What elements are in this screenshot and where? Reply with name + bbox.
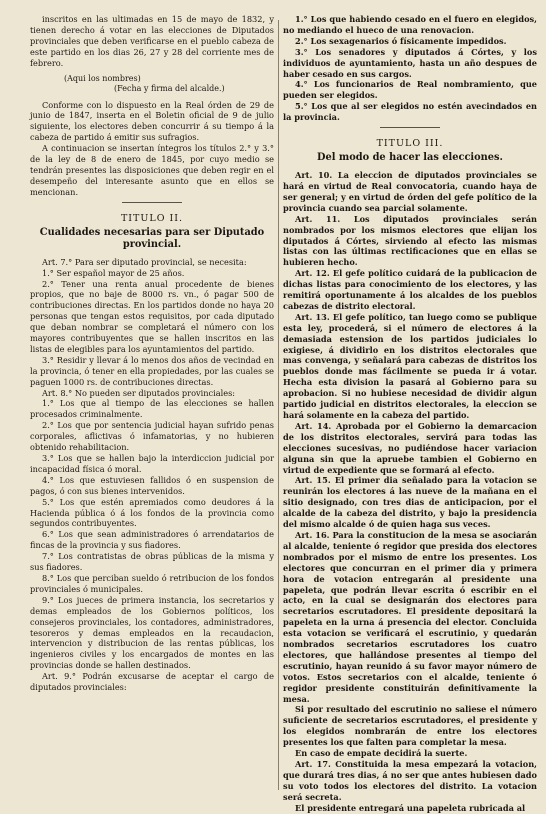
article-16-tie: En caso de empate decidirá la suerte. xyxy=(295,748,468,759)
article-8-item-7: 7.° Los contratistas de obras públicas de la misma y sus fiadores. xyxy=(30,551,274,573)
article-16-continued: Si por resultado del escrutinio no saliese el número suficiente de secretarios escrutadores, el presidente y los elegidos nombrarán de entre los electores presentes los que falten para completar la mesa. xyxy=(283,704,537,748)
article-10: Art. 10. La eleccion de diputados provinciales se hará en virtud de Real convocatoria, cuando haya de ser general; y en virtud de órden del gefe político de la provincia cuando sea parcial solamente. xyxy=(283,170,537,213)
article-7-item-2: 2.° Tener una renta anual procedente de bienes propios, que no baje de 8000 rs. vn., ó pagar 500 de contribuciones directas. En los partidos donde no haya 20 personas que tengan estos requisitos, por cada diputado que deban nombrar se completará el número con los mayores contribuyentes que se hallen inscritos en las listas de elegibles para los ayuntamientos del partido. xyxy=(30,278,274,354)
titulo-iii-subtitle: Del modo de hacer las elecciones. xyxy=(317,152,503,164)
separator-rule-right xyxy=(380,127,440,128)
article-11: Art. 11. Los diputados provinciales serán nombrados por los mismos electores que elijan los diputados á Córtes, sirviendo al efecto las mismas listas con las últimas rectificaciones que en ellas se hubieren hecho. xyxy=(283,213,537,268)
article-17-continued: El presidente entregará una papeleta rubricada al xyxy=(295,802,526,813)
article-8-item-4: 4.° Los que estuviesen fallidos ó en suspension de pagos, ó con sus bienes intervenidos. xyxy=(30,474,274,496)
article-15: Art. 15. El primer dia señalado para la votacion se reunirán los electores á las nueve de la mañana en el sitio designado, con tres dias de anticipacion, por el alcalde de la cabeza del distrito, y bajo la presidencia del mismo alcalde ó de quien haga sus veces. xyxy=(283,475,537,530)
article-7-item-3: 3.° Residir y llevar á lo menos dos años de vecindad en la provincia, ó tener en ella propiedades, por las cuales se paguen 1000 rs. de contribuciones directas. xyxy=(30,354,274,387)
excusal-item-4: 4.° Los funcionarios de Real nombramiento, que pueden ser elegidos. xyxy=(283,79,537,101)
separator-rule xyxy=(122,202,182,203)
excusal-item-2: 2.° Los sexagenarios ó físicamente impedidos. xyxy=(295,35,507,46)
article-12: Art. 12. El gefe político cuidará de la publicacion de dichas listas para conocimiento de los electores, y las remitirá oportunamente á los alcaldes de los pueblos cabezas de distrito electoral. xyxy=(283,268,537,311)
excusal-item-5: 5.° Los que al ser elegidos no estén avecindados en la provincia. xyxy=(283,101,537,123)
signature-date: (Fecha y firma del alcalde.) xyxy=(114,83,225,93)
article-17: Art. 17. Constituida la mesa empezará la votacion, que durará tres dias, á no ser que antes hubiesen dado su voto todos los electores del distrito. La votacion será secreta. xyxy=(283,759,537,802)
article-9: Art. 9.° Podrán excusarse de aceptar el cargo de diputados provinciales: xyxy=(30,671,274,693)
article-8-item-1: 1.° Los que al tiempo de las elecciones se hallen procesados criminalmente. xyxy=(30,398,274,420)
excusal-item-1: 1.° Los que habiendo cesado en el fuero en elegidos, no mediando el hueco de una renovacion. xyxy=(283,14,537,35)
excusal-item-3: 3.° Los senadores y diputados á Córtes, y los individuos de ayuntamiento, hasta un año despues de haber cesado en sus cargos. xyxy=(283,46,537,79)
titulo-ii-heading: TITULO II. xyxy=(120,212,184,224)
conforme-paragraph: Conforme con lo dispuesto en la Real órden de 29 de junio de 1847, inserta en el Boletin oficial de 9 de julio siguiente, los electores deben concurrir á su tiempo á la cabeza de partido á emitir sus sufragios. xyxy=(30,99,274,143)
right-column xyxy=(283,14,537,813)
article-8-item-3: 3.° Los que se hallen bajo la interdiccion judicial por incapacidad física ó moral. xyxy=(30,453,274,474)
titulo-ii-subtitle: Cualidades necesarias para ser Diputado provincial. xyxy=(39,226,265,250)
article-8-item-9: 9.° Los jueces de primera instancia, los secretarios y demas empleados de los Gobiernos políticos, los consejeros provinciales, los contadores, administradores, tesoreros y demas empleados en la recaudacion, intervencion y distribucion de las rentas públicas, los ingenieros civiles y los encargados de montes en las provincias donde se hallen destinados. xyxy=(30,594,274,671)
article-14: Art. 14. Aprobada por el Gobierno la demarcacion de los distritos electorales, servirá para todas las elecciones sucesivas, no pudiéndose hacer variacion alguna sin que la apruebe tambien el Gobierno en virtud de expediente que se formará al efecto. xyxy=(283,420,537,475)
article-7-item-1: 1.° Ser español mayor de 25 años. xyxy=(42,267,185,278)
article-8-item-8: 8.° Los que perciban sueldo ó retribucion de los fondos provinciales ó municipales. xyxy=(30,572,274,594)
signature-names: (Aqui los nombres) xyxy=(64,73,141,83)
article-8-item-5: 5.° Los que estén apremiados como deudores á la Hacienda pública ó á los fondos de la provincia como segundos contribuyentes. xyxy=(30,496,274,529)
article-8-item-6: 6.° Los que sean administradores ó arrendatarios de fincas de la provincia y sus fiadores. xyxy=(30,529,274,551)
continuacion-paragraph: A continuacion se insertan íntegros los títulos 2.° y 3.° de la ley de 8 de enero de 1845, por cuyo medio se tendrán presentes las disposiciones que deben regir en el desempeño del interesante asunto que en ellos se mencionan. xyxy=(30,143,274,197)
article-8-item-2: 2.° Los que por sentencia judicial hayan sufrido penas corporales, aflictivas ó infamatorias, y no hubieren obtenido rehabilitacion. xyxy=(30,420,274,453)
article-13: Art. 13. El gefe político, tan luego como se publique esta ley, procederá, si el número de electores á la demasiada estension de los partidos judiciales lo exigiese, á dividirlo en los distritos electorales que mas convenga, y señalará para cabezas de distritos los pueblos donde mas fácilmente se pueda ir á votar. Hecha esta division la pasará al Gobierno para su aprobacion. Si no hubiese necesidad de dividir algun partido judicial en distritos electorales, la eleccion se hará solamente en la cabeza del partido. xyxy=(283,311,537,420)
article-16: Art. 16. Para la constitucion de la mesa se asociarán al alcalde, teniente ó regidor que presida dos electores nombrados por el mismo de entre los presentes. Los electores que concurran en el primer dia y primera hora de votacion entregarán al presidente una papeleta, que podrán llevar escrita ó escribir en el acto, en la cual se designarán dos electores para secretarios escrutadores. El presidente depositará la papeleta en la urna á presencia del elector. Concluida esta votacion se verificará el escrutinio, y quedarán nombrados secretarios escrutadores los cuatro electores, que hallándose presentes al tiempo del escrutinio, hayan reunido á su favor mayor número de votos. Estos secretarios con el alcalde, teniente ó regidor presidente constituirán definitivamente la mesa. xyxy=(283,529,537,704)
signature-block xyxy=(64,74,274,94)
titulo-iii-heading: TITULO III. xyxy=(376,138,444,150)
left-column xyxy=(30,14,274,790)
article-8: Art. 8.° No pueden ser diputados provinciales: xyxy=(42,387,236,398)
article-7: Art. 7.° Para ser diputado provincial, se necesita: xyxy=(42,256,247,267)
intro-paragraph: inscritos en las ultimadas en 15 de mayo de 1832, y tienen derecho á votar en las elecciones de Diputados provinciales que deben verificarse en el pueblo cabeza de este partido en los dias 26, 27 y 28 del corriente mes de febrero. xyxy=(30,14,274,68)
column-divider xyxy=(278,20,279,790)
